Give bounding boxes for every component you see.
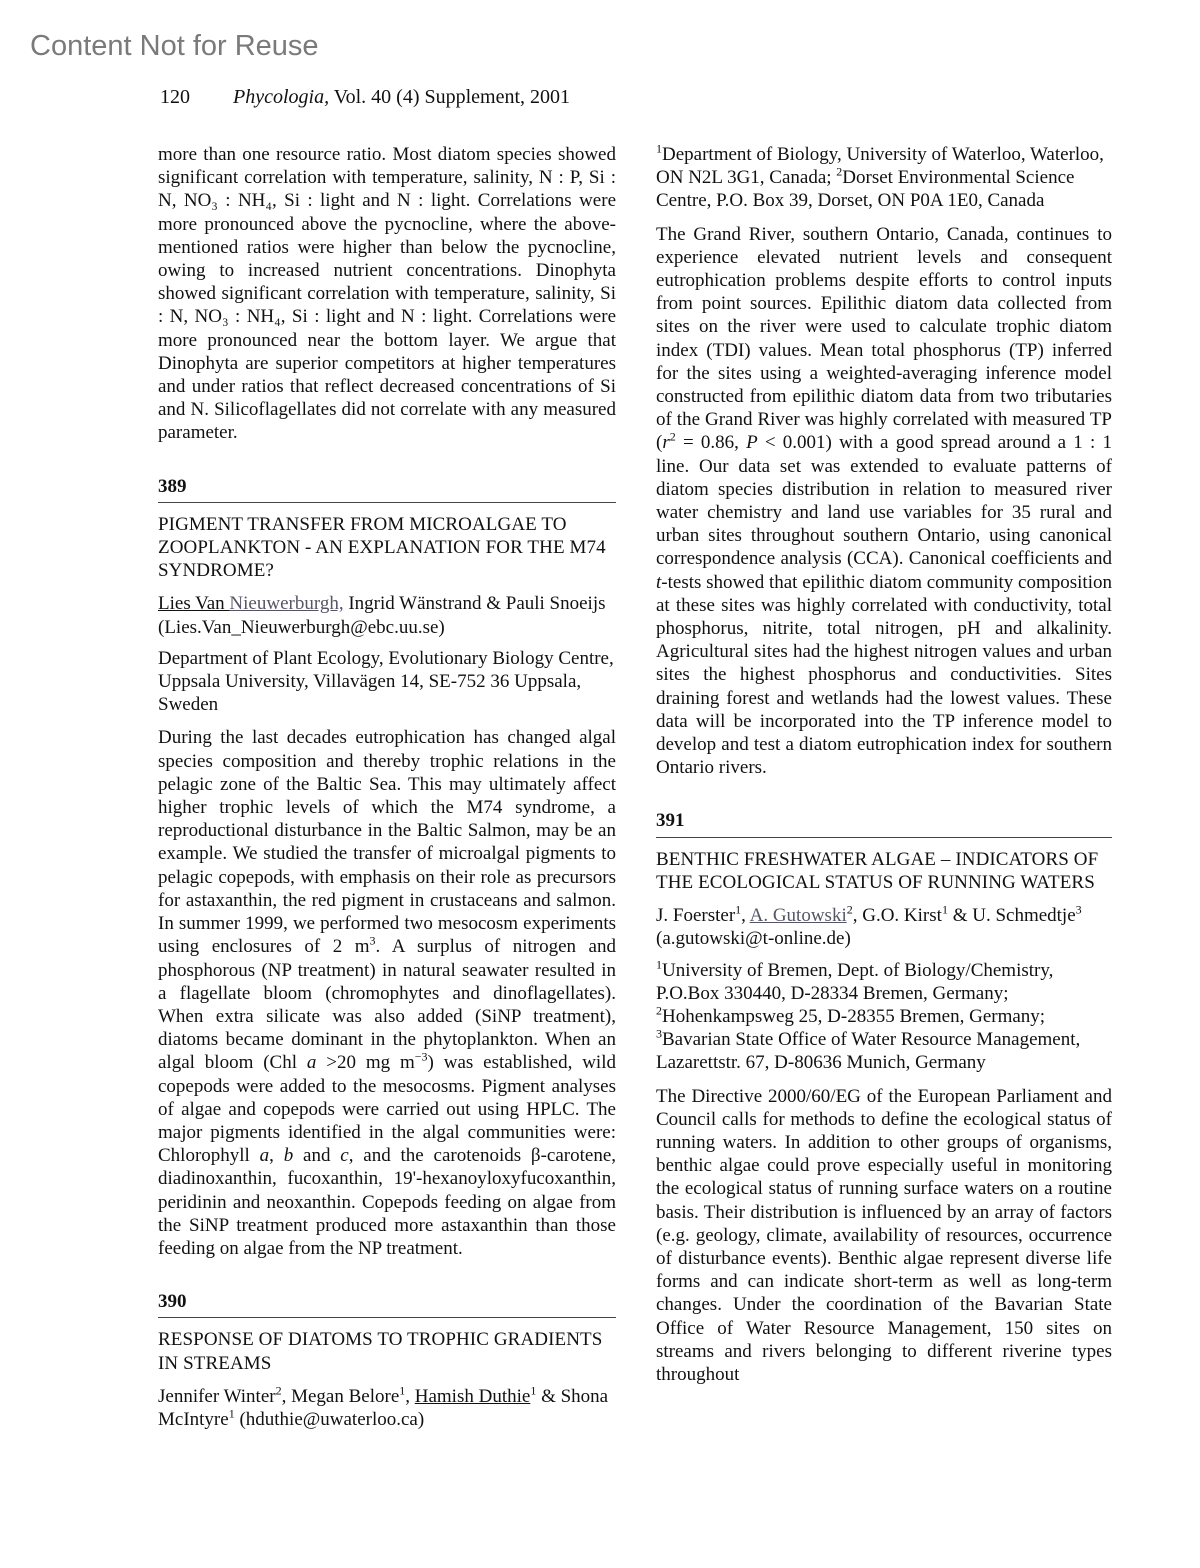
abstract-affiliation-391: $^1$University of Bremen, Dept. of Biology/Chemistry, P.O.Box 330440, D-28334 Bremen, Germany; $^2$Hohenkampsweg 25, D-28355 Bremen, Germany; $^3$Bavarian State Office of Water Resource Management, Lazarettstr. 67, D-80636 Munich, Germany <box>656 957 1081 1074</box>
author-link-duthie[interactable]: Hamish Duthie <box>414 1385 531 1407</box>
abstract-authors-390: Jennifer Winter$^2$, Megan Belore$^1$, Hamish Duthie$^1$ & Shona McIntyre$^1$ (hduthie@uwaterloo.ca) <box>158 1383 609 1430</box>
abstract-number-389: 389 <box>158 475 616 503</box>
author-link-gutowski[interactable]: A. Gutowski <box>749 905 847 927</box>
abstract-body-389: During the last decades eutrophication has changed algal species composition and thereby trophic relations in the pelagic zone of the Baltic Sea. This may ultimately affect higher trophic levels of which the M74 syndrome, a reproductional disturbance in the Baltic Salmon, may be an example. We studied the transfer of microalgal pigments to pelagic copepods, with emphasis on their role as precursors for astaxanthin, the red pigment in crustaceans and salmon. In summer 1999, we performed two mesocosm experiments using enclosures of 2 $m^3$. A surplus of nitrogen and phosphorous (NP treatment) in natural seawater resulted in a flagellate bloom (chromophytes and dinoflagellates). When extra silicate was also added (SiNP treatment), diatoms became dominant in the phytoplankton. When an algal bloom (Chl a >20 mg $m^{-3}$) was established, wild copepods were added to the mesocosms. Pigment analyses of algae and copepods were carried out using HPLC. The major pigments identified in the algal communities were: Chlorophyll a, b and c, and the carotenoids β-carotene, diadinoxanthin, fucoxanthin, 19'-hexanoyloxyfucoxanthin, peridinin and neoxanthin. Copepods feeding on algae from the SiNP treatment produced more astaxanthin than those feeding on algae from the NP treatment. <box>158 727 617 1259</box>
abstract-affiliation-390: $^1$Department of Biology, University of Waterloo, Waterloo, ON N2L 3G1, Canada; $^2$Dorset Environmental Science Centre, P.O. Box 39, Dorset, ON P0A 1E0, Canada <box>656 141 1104 212</box>
abstract-body-391: The Directive 2000/60/EG of the European Parliament and Council calls for methods to define the ecological status of running waters. In addition to other groups of organisms, benthic algae could prove especially useful in monitoring the ecological status of running surface waters on a routine basis. Their distribution is influenced by an array of factors (e.g. geology, climate, availability of resources, occurrence of disturbance events). Benthic algae represent diverse life forms and can indicate short-term as well as long-term changes. Under the coordination of the Bavarian State Office of Water Resource Management, 150 sites on streams and rivers belonging to different riverine types throughout <box>656 1085 1112 1385</box>
authors-rest: Ingrid Wänstrand & Pauli Snoeijs (Lies.Van_Nieuwerburgh@ebc.uu.se) <box>158 593 606 638</box>
abstract-body-390: The Grand River, southern Ontario, Canada, continues to experience elevated nutrient levels and consequent eutrophication problems despite efforts to control inputs from point sources. Epilithic diatom data collected from sites on the river were used to calculate trophic diatom index (TDI) values. Mean total phosphorus (TP) inferred for the sites using a weighted-averaging inference model constructed from epilithic diatom data from two tributaries of the Grand River was highly correlated with measured TP ($r^2 = 0.86$, P < 0.001) with a good spread around a 1 : 1 line. Our data set was extended to evaluate patterns of diatom species distribution in relation to measured river water chemistry and land use variables for 35 rural and urban sites throughout southern Ontario, using canonical correspondence analysis (CCA). Canonical coefficients and t-tests showed that epilithic diatom community composition at these sites was highly correlated with conductivity, total phosphorus, nitrite, total nitrogen, pH and alkalinity. Agricultural sites had the highest nitrogen values and urban sites the highest phosphorus and conductivities. Sites draining forest and wetlands had the lowest values. These data will be incorporated into the TP inference model to develop and test a diatom eutrophication index for southern Ontario rivers. <box>656 223 1112 779</box>
abstract-authors-391: J. Foerster$^1$, A. Gutowski$^2$, G.O. Kirst$^1$ & U. Schmedtje$^3$ (a.gutowski@t-online.de) <box>656 902 1082 950</box>
abstract-title-391: BENTHIC FRESHWATER ALGAE – INDICATORS OF THE ECOLOGICAL STATUS OF RUNNING WATERS <box>656 848 1099 893</box>
journal-volume: Vol. 40 (4) Supplement, 2001 <box>333 86 571 108</box>
watermark: Content Not for Reuse <box>30 30 319 62</box>
abstract-number-390: 390 <box>158 1290 616 1318</box>
author-link-last[interactable]: Nieuwerburgh, <box>229 593 344 615</box>
abstract-affiliation-389: Department of Plant Ecology, Evolutionary Biology Centre, Uppsala University, Villavägen 14, SE-752 36 Uppsala, Sweden <box>158 647 614 716</box>
author-link-first[interactable]: Lies Van <box>158 593 230 615</box>
page-number: 120 <box>160 86 190 108</box>
running-header <box>160 86 570 109</box>
right-column <box>656 140 1112 1386</box>
abstract-number-391: 391 <box>656 809 1112 837</box>
journal-name: Phycologia, <box>233 86 330 108</box>
continued-abstract-text: more than one resource ratio. Most diatom species showed significant correlation with temperature, salinity, N : P, Si : N, NO₃ : NH₄, Si : light and N : light. Correlations were more pronounced above the pycnocline, where the above-mentioned ratios were higher than below the pycnocline, owing to increased nutrient concentrations. Dinophyta showed significant correlation with temperature, salinity, Si : N, NO₃ : NH₄, Si : light and N : light. Correlations were more pronounced near the bottom layer. We argue that Dinophyta are superior competitors at higher temperatures and under ratios that reflect decreased concentrations of Si and N. Silicoflagellates did not correlate with any measured parameter. <box>158 144 616 444</box>
abstract-title-390: RESPONSE OF DIATOMS TO TROPHIC GRADIENTS IN STREAMS <box>158 1329 603 1374</box>
abstract-title-389: PIGMENT TRANSFER FROM MICROALGAE TO ZOOPLANKTON - AN EXPLANATION FOR THE M74 SYNDROME? <box>158 513 606 582</box>
left-column <box>158 140 616 1431</box>
abstract-authors-389 <box>158 592 616 638</box>
